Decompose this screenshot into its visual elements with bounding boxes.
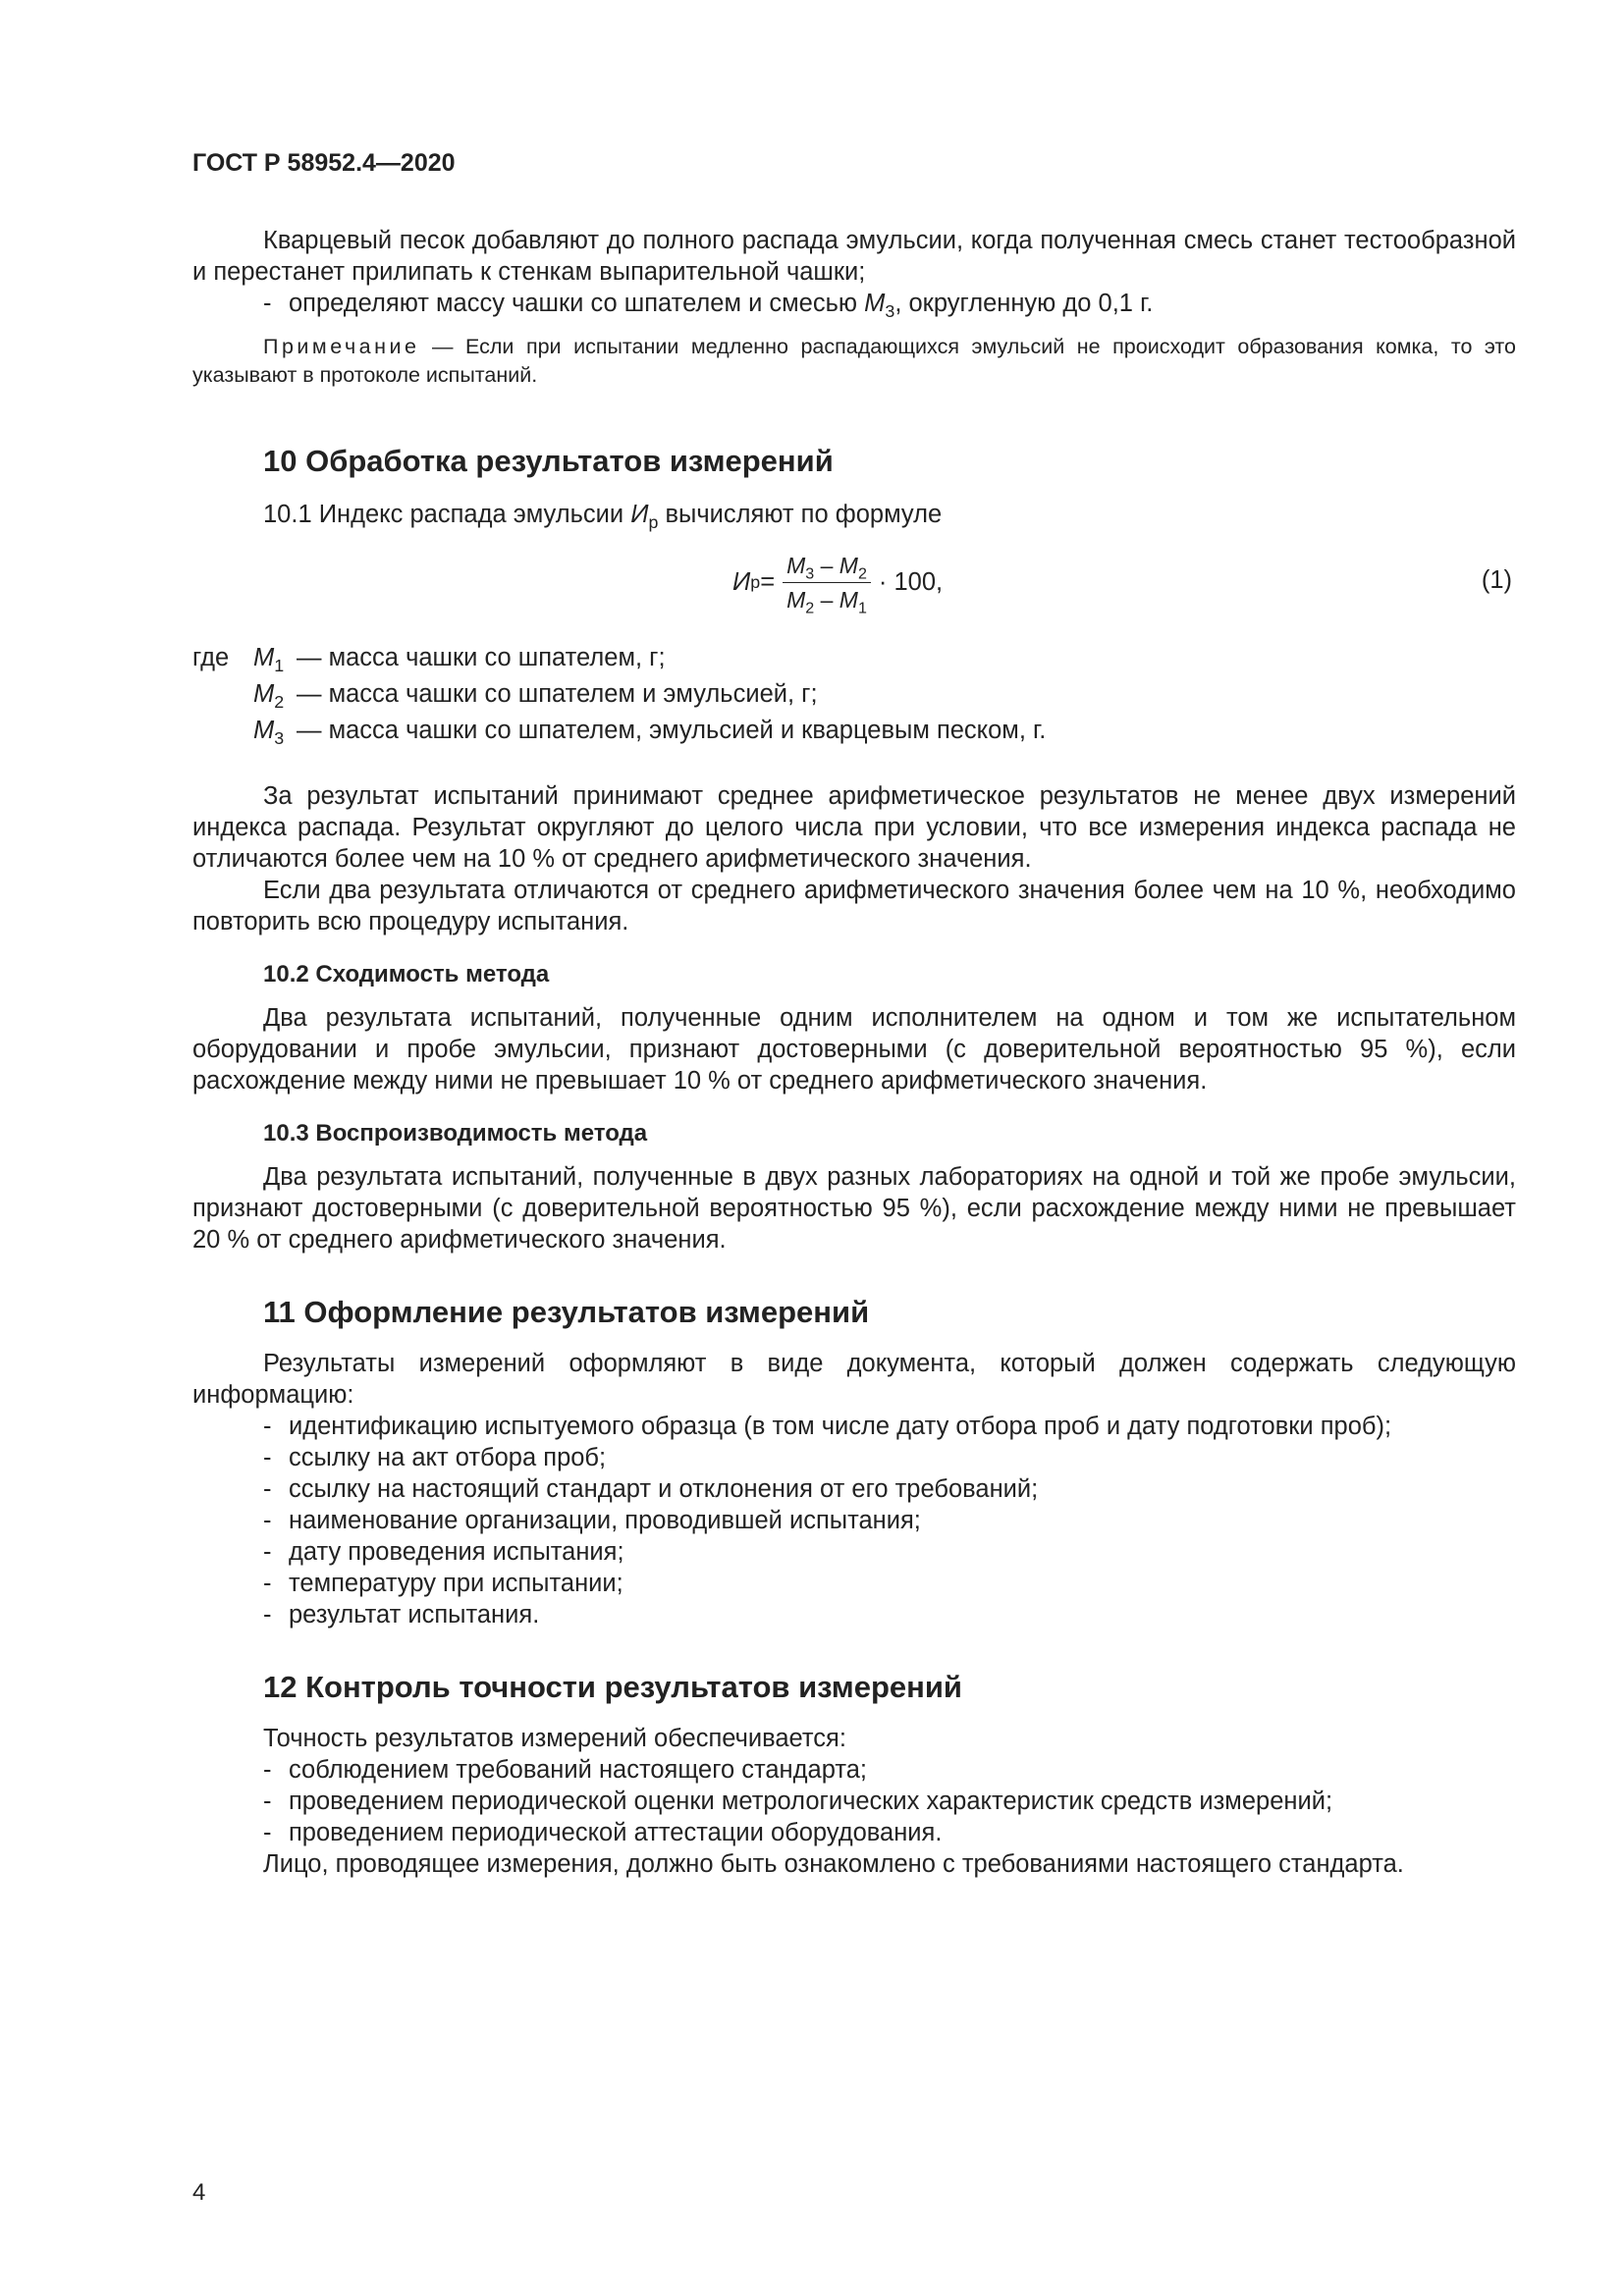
list-item: - ссылку на настоящий стандарт и отклонения от его требований;	[263, 1473, 1516, 1505]
note	[192, 333, 1516, 390]
section-12-list	[192, 1754, 1516, 1848]
list-item: - ссылку на акт отбора проб;	[263, 1442, 1516, 1473]
list-item: - идентификацию испытуемого образца (в том числе дату отбора проб и дату подготовки проб);	[263, 1411, 1516, 1442]
formula-expression: И р = $\frac{M_3 - M_2}{M_2 - M_1}$ · 100,	[732, 552, 944, 617]
note-text: — Если при испытании медленно распадающихся эмульсий не происходит образования комка, то это указывают в протоколе испытаний.	[192, 335, 1516, 387]
section-11-intro: Результаты измерений оформляют в виде документа, который должен содержать следующую информацию:	[192, 1350, 1516, 1409]
formula-numerator: $M_3 - M_2$	[783, 551, 871, 583]
where-row: $M_3$ — масса чашки со шпателем, эмульсией и кварцевым песком, г.	[253, 717, 1047, 749]
section-10-2-title: 10.2 Сходимость метода	[263, 961, 550, 988]
page-number: 4	[192, 2179, 206, 2206]
section-11-title: 11 Оформление результатов измерений	[263, 1295, 870, 1329]
list-item: - результат испытания.	[263, 1599, 1516, 1630]
intro-paragraph: Кварцевый песок добавляют до полного распада эмульсии, когда полученная смесь станет тестообразной и перестанет прилипать к стенкам выпарительной чашки;	[192, 227, 1516, 286]
where-row: где $M_1$ — масса чашки со шпателем, г;	[192, 644, 666, 676]
where-row: $M_2$ — масса чашки со шпателем и эмульсией, г;	[253, 680, 818, 713]
section-10-1-paragraph: 10.1 Индекс распада эмульсии $И_р$ вычисляют по формуле	[263, 501, 943, 533]
list-item: - определяют массу чашки со шпателем и смесью $M_3$, округленную до 0,1 г.	[263, 288, 1516, 319]
formula-fraction	[783, 551, 871, 617]
section-10-2-text: Два результата испытаний, полученные одним исполнителем на одном и том же испытательном оборудовании и пробе эмульсии, признают достоверными (с доверительной вероятностью 95 %), если расхождение между ними не превышает 10 % от среднего арифметического значения.	[192, 1004, 1516, 1095]
section-12-intro: Точность результатов измерений обеспечивается:	[263, 1725, 846, 1752]
list-item: - дату проведения испытания;	[263, 1536, 1516, 1568]
page-content	[192, 225, 1516, 1880]
section-10-title: 10 Обработка результатов измерений	[263, 444, 834, 478]
list-item: - соблюдением требований настоящего стандарта;	[263, 1754, 1516, 1786]
section-12-title: 12 Контроль точности результатов измерений	[263, 1670, 962, 1704]
list-item: - температуру при испытании;	[263, 1568, 1516, 1599]
list-item: - проведением периодической аттестации оборудования.	[263, 1817, 1516, 1848]
where-list	[192, 640, 1046, 749]
results-paragraph: За результат испытаний принимают среднее арифметическое результатов не менее двух измерений индекса распада. Результат округляют до целого числа при условии, что все измерения индекса распада не отличаются более чем на 10 % от среднего арифметического значения.	[192, 782, 1516, 873]
section-12-closing: Лицо, проводящее измерения, должно быть ознакомлено с требованиями настоящего стандарта.	[263, 1850, 1404, 1878]
repeat-paragraph: Если два результата отличаются от среднего арифметического значения более чем на 10 %, необходимо повторить всю процедуру испытания.	[192, 877, 1516, 935]
section-11-list	[192, 1411, 1516, 1630]
formula-1	[192, 538, 1516, 626]
list-item: - проведением периодической оценки метрологических характеристик средств измерений;	[263, 1786, 1516, 1817]
section-10-3-title: 10.3 Воспроизводимость метода	[263, 1120, 648, 1147]
intro-list	[192, 288, 1516, 322]
document-code: ГОСТ Р 58952.4—2020	[192, 149, 456, 177]
note-label: Примечание	[263, 335, 420, 358]
section-10-3-text: Два результата испытаний, полученные в двух разных лабораториях на одной и той же пробе эмульсии, признают достоверными (с доверительной вероятностью 95 %), если расхождение между ними не превышает 20 % от среднего арифметического значения.	[192, 1163, 1516, 1254]
formula-number: (1)	[1481, 566, 1512, 594]
formula-denominator: $M_2 - M_1$	[786, 586, 867, 617]
list-item: - наименование организации, проводившей испытания;	[263, 1505, 1516, 1536]
